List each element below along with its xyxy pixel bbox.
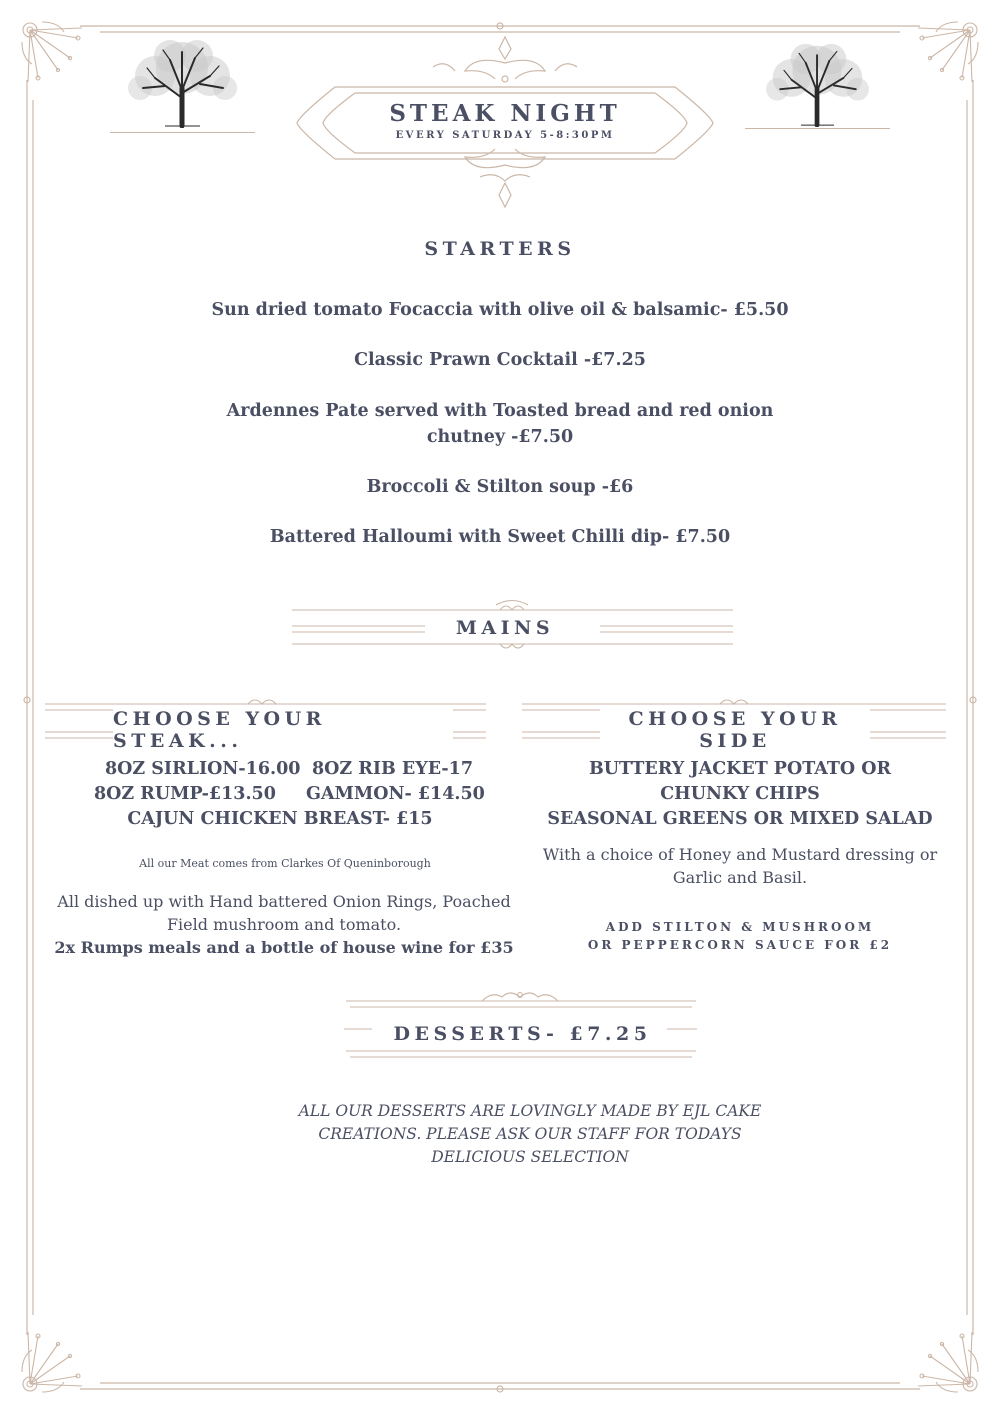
steak-item: CAJUN CHICKEN BREAST- £15	[127, 809, 433, 829]
dressing-text: Garlic and Basil.	[672, 868, 808, 887]
starter-item: Sun dried tomato Focaccia with olive oil & balsamic- £5.50	[211, 300, 789, 320]
desserts-text: ALL OUR DESSERTS ARE LOVINGLY MADE BY EJL CAKE	[298, 1102, 762, 1120]
tree-icon	[125, 38, 240, 128]
starter-item: Ardennes Pate served with Toasted bread and red onion	[226, 401, 774, 421]
starters-heading: STARTERS	[424, 238, 576, 260]
mains-heading: MAINS	[455, 617, 555, 639]
steak-item: 8OZ SIRLION-16.00	[105, 759, 301, 779]
dressing-text: With a choice of Honey and Mustard dressing or	[542, 845, 938, 864]
page-title: STEAK NIGHT	[389, 100, 621, 127]
addon-text: OR PEPPERCORN SAUCE FOR £2	[587, 938, 893, 952]
tree-base-line	[745, 128, 890, 129]
served-with-text: Field mushroom and tomato.	[166, 915, 402, 934]
tree-base-line	[110, 132, 255, 133]
starter-item: Broccoli & Stilton soup -£6	[366, 477, 634, 497]
side-heading: CHOOSE YOUR SIDE	[600, 708, 870, 752]
corner-flourish-icon	[18, 18, 90, 90]
page-subtitle: EVERY SATURDAY 5-8:30PM	[395, 130, 615, 141]
addon-text: ADD STILTON & MUSHROOM	[605, 920, 875, 934]
side-item: CHUNKY CHIPS	[660, 784, 820, 804]
steak-item: 8OZ RIB EYE-17	[312, 759, 474, 779]
offer-text: 2x Rumps meals and a bottle of house wine for £35	[54, 938, 514, 957]
side-item: SEASONAL GREENS OR MIXED SALAD	[547, 809, 933, 829]
side-item: BUTTERY JACKET POTATO OR	[588, 759, 892, 779]
starter-item: Classic Prawn Cocktail -£7.25	[354, 350, 646, 370]
steak-item: GAMMON- £14.50	[306, 784, 485, 804]
steak-item: 8OZ RUMP-£13.50	[94, 784, 276, 804]
desserts-heading: DESSERTS- £7.25	[393, 1023, 652, 1045]
corner-flourish-icon	[18, 1324, 90, 1396]
meat-note: All our Meat comes from Clarkes Of Queninborough	[139, 857, 431, 870]
desserts-text: DELICIOUS SELECTION	[431, 1148, 629, 1166]
starter-item: Battered Halloumi with Sweet Chilli dip- £7.50	[269, 527, 731, 547]
steak-heading: CHOOSE YOUR STEAK...	[113, 708, 453, 752]
starter-item: chutney -£7.50	[426, 427, 574, 447]
corner-flourish-icon	[910, 1324, 982, 1396]
served-with-text: All dished up with Hand battered Onion Rings, Poached	[57, 892, 511, 911]
desserts-text: CREATIONS. PLEASE ASK OUR STAFF FOR TODAYS	[318, 1125, 742, 1143]
corner-flourish-icon	[910, 18, 982, 90]
tree-icon	[760, 42, 875, 127]
